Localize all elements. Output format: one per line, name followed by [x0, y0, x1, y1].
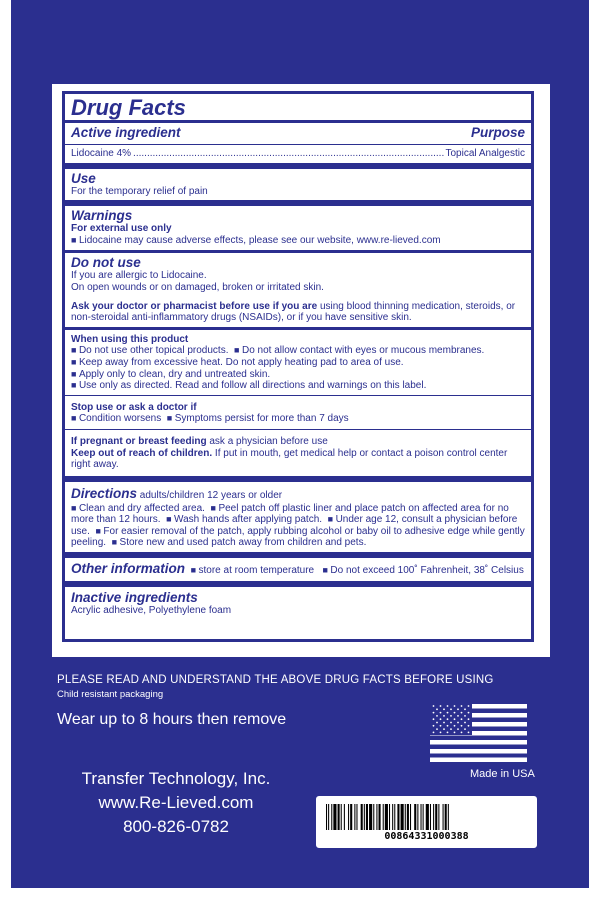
- when-using-4: Use only as directed. Read and follow all directions and warnings on this label.: [78, 380, 427, 392]
- direction-2: Peel patch off plastic liner and place patch on affected area for no more than 12 hours.: [71, 502, 509, 526]
- warnings-heading: Warnings: [71, 208, 133, 224]
- direction-4: Under age 12, consult a physician before use.: [71, 514, 518, 537]
- when-using-heading: When using this product: [71, 333, 189, 345]
- active-ingredient-name: Lidocaine 4%: [71, 148, 132, 159]
- purpose-heading: Purpose: [470, 125, 525, 140]
- company-phone: 800-826-0782: [123, 817, 229, 836]
- keep-out-text: If put in mouth, get medical help or contact a poison control center right away.: [71, 447, 508, 471]
- other-info-heading: Other information: [71, 561, 185, 577]
- when-using-3: Apply only to clean, dry and untreated skin.: [78, 368, 271, 380]
- stop-use-a: Condition worsens: [78, 413, 162, 425]
- direction-6: Store new and used patch away from children and pets.: [119, 537, 367, 549]
- inactive-ingredients-text: Acrylic adhesive, Polyethylene foam: [71, 604, 232, 616]
- ask-doctor-text: using blood thinning medication, steroids, or non-steroidal anti-inflammatory drugs (NSAIDs), or if you have sensitive skin.: [71, 300, 516, 324]
- do-not-use-line-1: If you are allergic to Lidocaine.: [71, 270, 207, 282]
- made-in-usa-text: Made in USA: [470, 768, 535, 780]
- barcode-number: 00864331000388: [384, 831, 469, 842]
- ask-doctor-bold: Ask your doctor or pharmacist before use if you are: [71, 300, 318, 312]
- direction-3: Wash hands after applying patch.: [174, 514, 323, 526]
- company-website: www.Re-Lieved.com: [98, 793, 254, 812]
- use-heading: Use: [71, 170, 96, 186]
- when-using-1b: Do not allow contact with eyes or mucous membranes.: [241, 345, 485, 357]
- inactive-ingredients-heading: Inactive ingredients: [71, 589, 198, 605]
- warning-website-text: Lidocaine may cause adverse effects, please see our website, www.re-lieved.com: [78, 234, 441, 246]
- keep-out-bold: Keep out of reach of children.: [71, 447, 213, 459]
- drug-facts-box: [52, 84, 550, 657]
- external-use-text: For external use only: [71, 223, 172, 235]
- drug-facts-title: Drug Facts: [71, 95, 186, 120]
- when-using-2: Keep away from excessive heat. Do not apply heating pad to area of use.: [78, 356, 404, 368]
- stop-use-heading: Stop use or ask a doctor if: [71, 401, 197, 413]
- when-using-1a: Do not use other topical products.: [78, 345, 229, 357]
- pregnant-bold: If pregnant or breast feeding: [71, 435, 207, 447]
- company-name: Transfer Technology, Inc.: [81, 769, 271, 788]
- active-ingredient-purpose: Topical Analgestic: [445, 148, 525, 159]
- other-info-2: Do not exceed 100˚ Fahrenheit, 38˚ Celsius: [330, 565, 524, 577]
- use-text: For the temporary relief of pain: [71, 185, 208, 197]
- stop-use-b: Symptoms persist for more than 7 days: [174, 413, 349, 425]
- do-not-use-heading: Do not use: [71, 255, 141, 271]
- drug-facts-frame: [62, 91, 534, 642]
- wear-duration-text: Wear up to 8 hours then remove: [57, 711, 287, 728]
- child-resistant-text: Child resistant packaging: [57, 689, 164, 700]
- directions-heading: Directions: [71, 485, 138, 501]
- pregnant-text: ask a physician before use: [206, 435, 328, 447]
- barcode-bars-icon: [324, 804, 529, 830]
- barcode: [316, 796, 537, 848]
- american-flag-icon: [430, 704, 527, 762]
- other-info-1: store at room temperature: [198, 565, 315, 577]
- drug-facts-notice: PLEASE READ AND UNDERSTAND THE ABOVE DRUG FACTS BEFORE USING: [57, 674, 494, 686]
- do-not-use-line-2: On open wounds or on damaged, broken or irritated skin.: [71, 281, 324, 293]
- direction-1: Clean and dry affected area.: [78, 502, 205, 514]
- directions-sub: adults/children 12 years or older: [137, 489, 283, 501]
- active-ingredient-heading: Active ingredient: [71, 125, 181, 140]
- dot-leader: [133, 148, 443, 160]
- direction-5: For easier removal of the patch, apply rubbing alcohol or baby oil to adhesive edge while gently peeling.: [71, 525, 525, 549]
